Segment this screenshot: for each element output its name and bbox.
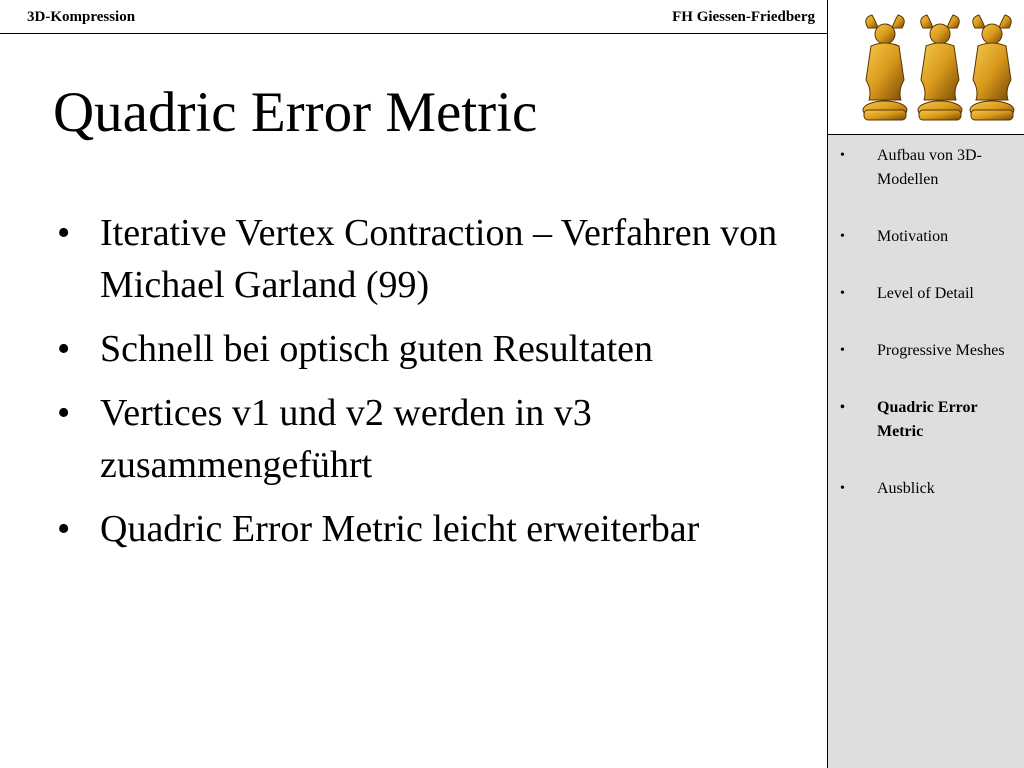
nav-item-motivation[interactable] — [840, 225, 1015, 249]
bullet-text: Quadric Error Metric leicht erweiterbar — [100, 508, 700, 550]
nav-item-progressive-meshes[interactable] — [840, 339, 1015, 363]
bullet-text: Schnell bei optisch guten Resultaten — [100, 328, 654, 370]
bullet-list — [57, 207, 797, 567]
nav-bullet-icon: • — [840, 148, 845, 163]
nav-bullet-icon: • — [840, 286, 845, 301]
bullet-item — [57, 323, 797, 375]
header-left-title: 3D-Kompression — [27, 9, 136, 25]
buddha-figure-3 — [970, 15, 1014, 120]
nav-bullet-icon: • — [840, 343, 845, 358]
nav-bullet-icon: • — [840, 229, 845, 244]
nav-item-level-of-detail[interactable] — [840, 282, 1015, 306]
slide-title: Quadric Error Metric — [53, 81, 538, 144]
nav-item-label: Aufbau von 3D-Modellen — [877, 147, 982, 188]
nav-item-aufbau[interactable] — [840, 144, 1015, 192]
buddha-figure-2 — [918, 15, 962, 120]
buddha-figures-icon — [828, 0, 1024, 134]
nav-item-label: Ausblick — [877, 480, 935, 497]
nav-item-label: Level of Detail — [877, 285, 974, 302]
bullet-item — [57, 503, 797, 555]
bullet-item — [57, 207, 797, 311]
buddha-figure-1 — [863, 15, 907, 120]
bullet-item — [57, 387, 797, 491]
bullet-dot-icon: • — [57, 392, 71, 434]
bullet-text: Iterative Vertex Contraction – Verfahren von Michael Garland (99) — [100, 212, 778, 306]
bullet-text: Vertices v1 und v2 werden in v3 zusammengeführt — [100, 392, 592, 486]
sidebar-nav — [840, 144, 1015, 534]
nav-item-ausblick[interactable] — [840, 477, 1015, 501]
nav-item-label: Quadric Error Metric — [877, 399, 978, 440]
nav-item-label: Motivation — [877, 228, 949, 245]
bullet-dot-icon: • — [57, 508, 71, 550]
logo-area — [828, 0, 1024, 134]
nav-bullet-icon: • — [840, 400, 845, 415]
logo-divider — [827, 0, 828, 134]
bullet-dot-icon: • — [57, 328, 71, 370]
header-right-title: FH Giessen-Friedberg — [672, 9, 815, 25]
nav-item-quadric-error-metric[interactable] — [840, 396, 1015, 444]
bullet-dot-icon: • — [57, 212, 71, 254]
header-divider — [0, 33, 827, 34]
nav-item-label: Progressive Meshes — [877, 342, 1005, 359]
nav-bullet-icon: • — [840, 481, 845, 496]
